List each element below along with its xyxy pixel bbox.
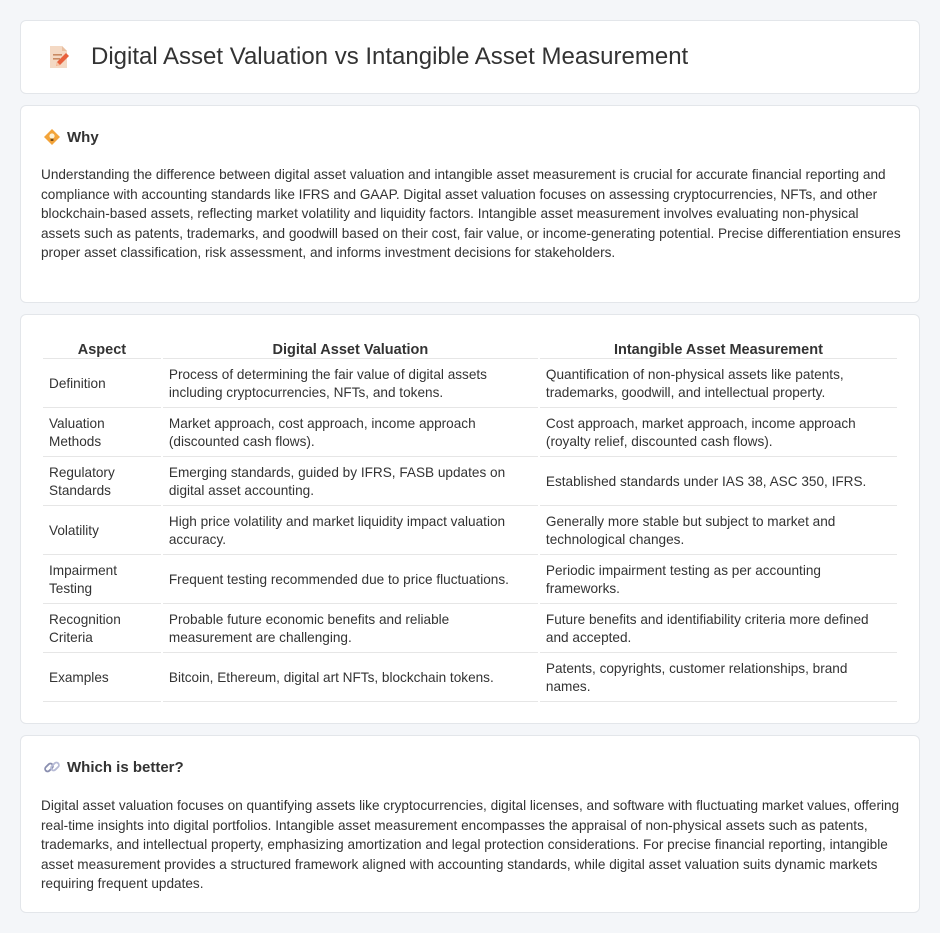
comparison-table [41,336,899,704]
table-row [43,557,897,604]
document-edit-icon [47,44,71,70]
table-row [43,410,897,457]
aspect-cell: Volatility [43,508,161,555]
digital-cell: Probable future economic benefits and reliable measurement are challenging. [163,606,538,653]
page-title: Digital Asset Valuation vs Intangible Asset Measurement [91,43,689,70]
aspect-cell: Impairment Testing [43,557,161,604]
why-title: Why [67,128,99,146]
intangible-cell: Quantification of non-physical assets like patents, trademarks, goodwill, and intellectual property. [540,361,897,408]
better-title: Which is better? [67,758,184,776]
header-card [20,20,920,94]
intangible-cell: Future benefits and identifiability criteria more defined and accepted. [540,606,897,653]
aspect-cell: Regulatory Standards [43,459,161,506]
digital-cell: High price volatility and market liquidity impact valuation accuracy. [163,508,538,555]
digital-cell: Frequent testing recommended due to price fluctuations. [163,557,538,604]
header-intangible: Intangible Asset Measurement [540,338,897,359]
header-aspect: Aspect [43,338,161,359]
better-text: Digital asset valuation focuses on quantifying assets like cryptocurrencies, digital licenses, and software with fluctuating market values, offering real-time insights into digital portfolios. Intangible asset measurement encompasses the appraisal of non-physical assets such as patents, trademarks, and intellectual property, emphasizing amortization and legal protection considerations. For precise financial reporting, intangible asset measurement provides a structured framework aligned with accounting standards, while digital asset valuation suits dynamic markets requiring frequent updates. [41,798,900,891]
table-header-row [43,338,897,359]
link-icon [43,758,61,776]
table-row [43,361,897,408]
aspect-cell: Valuation Methods [43,410,161,457]
aspect-cell: Examples [43,655,161,702]
intangible-cell: Generally more stable but subject to market and technological changes. [540,508,897,555]
table-row [43,508,897,555]
lightbulb-icon [43,128,61,146]
intangible-cell: Cost approach, market approach, income approach (royalty relief, discounted cash flows). [540,410,897,457]
table-row [43,459,897,506]
table-row [43,606,897,653]
intangible-cell: Established standards under IAS 38, ASC 350, IFRS. [540,459,897,506]
digital-cell: Market approach, cost approach, income approach (discounted cash flows). [163,410,538,457]
which-better-section [20,735,920,913]
comparison-section [20,314,920,724]
table-row [43,655,897,702]
header-digital: Digital Asset Valuation [163,338,538,359]
intangible-cell: Periodic impairment testing as per accounting frameworks. [540,557,897,604]
better-heading [43,758,184,776]
why-section [20,105,920,303]
digital-cell: Process of determining the fair value of digital assets including cryptocurrencies, NFTs, and tokens. [163,361,538,408]
why-text: Understanding the difference between digital asset valuation and intangible asset measurement is crucial for accurate financial reporting and compliance with accounting standards like IFRS and GAAP. Digital asset valuation focuses on assessing cryptocurrencies, NFTs, and other blockchain-based assets, reflecting market volatility and liquidity factors. Intangible asset measurement involves evaluating non-physical assets such as patents, trademarks, and goodwill based on their cost, fair value, or income-generating potential. Precise differentiation ensures proper asset classification, risk assessment, and informs investment decisions for stakeholders. [41,167,901,260]
why-heading [43,128,99,146]
digital-cell: Bitcoin, Ethereum, digital art NFTs, blockchain tokens. [163,655,538,702]
aspect-cell: Recognition Criteria [43,606,161,653]
intangible-cell: Patents, copyrights, customer relationships, brand names. [540,655,897,702]
aspect-cell: Definition [43,361,161,408]
title-row [47,43,688,71]
digital-cell: Emerging standards, guided by IFRS, FASB updates on digital asset accounting. [163,459,538,506]
